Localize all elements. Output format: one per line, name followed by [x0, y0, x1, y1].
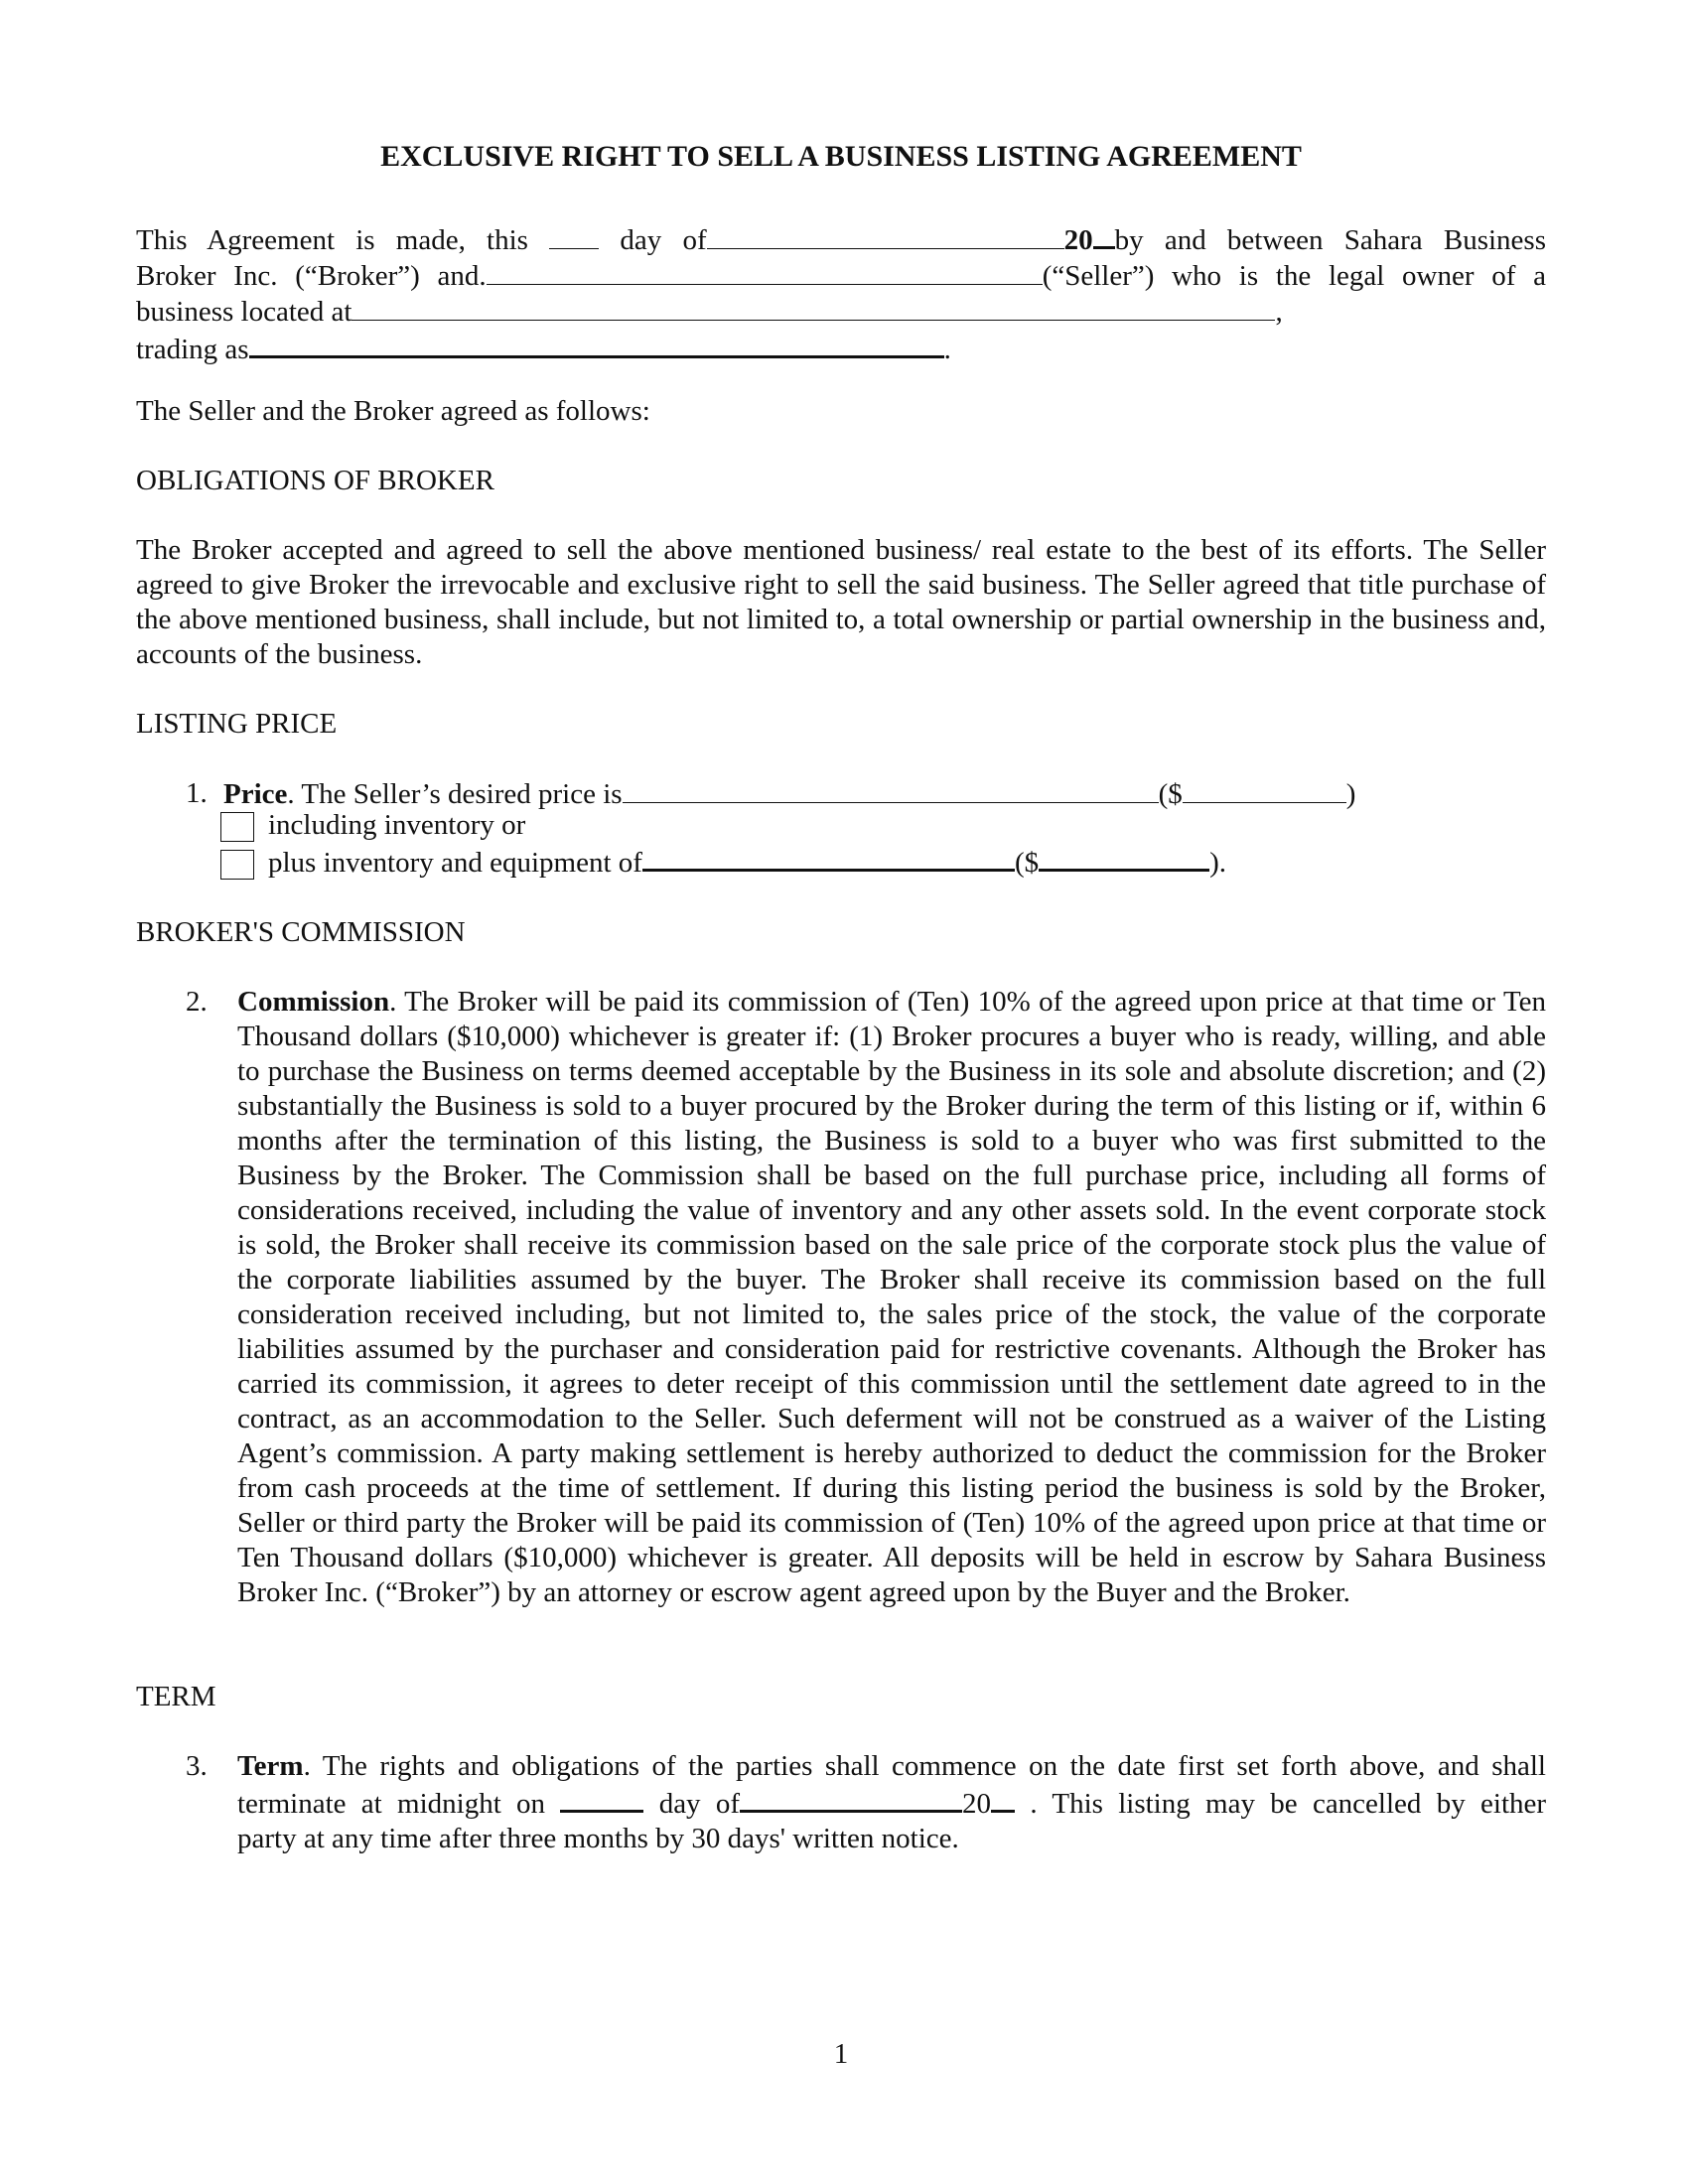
- price-text: ($: [1158, 778, 1183, 810]
- option-plus-inventory: [220, 843, 1226, 881]
- option-label: ).: [1209, 847, 1227, 879]
- listing-price-heading: LISTING PRICE: [136, 708, 338, 740]
- trading-as-blank[interactable]: [249, 330, 944, 358]
- commission-text: . The Broker will be paid its commission of (Ten) 10% of the agreed upon price at that time or Ten Thousand dollars ($10,000) whichever is greater if: (1) Broker procures a buyer who is ready, willing, and able to purchase the Business on terms deemed acceptable by the Business in its sole and absolute discretion; and (2) substantially the Business is sold to a buyer procured by the Broker during the term of this listing or if, within 6 months after the termination of this listing, the Business is sold to a buyer who was first submitted to the Business by the Broker. The Commission shall be based on the full purchase price, including all forms of considerations received, including the value of inventory and any other assets sold. In the event corporate stock is sold, the Broker shall receive its commission based on the sale price of the corporate stock plus the value of the corporate liabilities assumed by the buyer. The Broker shall receive its commission based on the full consideration received including, but not limited to, the sales price of the stock, the value of the corporate liabilities assumed by the purchaser and consideration paid for restrictive covenants. Although the Broker has carried its commission, it agrees to deter receipt of this commission until the settlement date agreed to in the contract, as an accommodation to the Seller. Such deferment will not be construed as a waiver of the Listing Agent’s commission. A party making settlement is hereby authorized to deduct the commission for the Broker from cash proceeds at the time of settlement. If during this listing period the business is sold by the Broker, Seller or third party the Broker will be paid its commission of (Ten) 10% of the agreed upon price at that time or Ten Thousand dollars ($10,000) whichever is greater. All deposits will be held in escrow by Sahara Business Broker Inc. (“Broker”) by an attorney or escrow agent agreed upon by the Buyer and the Broker.: [237, 986, 1546, 1608]
- commission-heading: BROKER'S COMMISSION: [136, 916, 466, 948]
- term-number: 3.: [186, 1750, 208, 1782]
- inventory-words-blank[interactable]: [642, 843, 1015, 872]
- year-blank[interactable]: [1093, 220, 1115, 249]
- price-text: ): [1345, 778, 1356, 810]
- price-line: [223, 776, 1355, 812]
- intro-text: (“Seller”) who is the legal owner of a: [1042, 260, 1547, 292]
- business-address-blank[interactable]: [352, 294, 1275, 321]
- intro-text: ,: [1275, 296, 1283, 328]
- intro-line-1: [136, 220, 1546, 258]
- intro-text: trading as: [136, 334, 249, 365]
- year-text: 20: [1063, 224, 1093, 256]
- term-day-blank[interactable]: [560, 1784, 643, 1813]
- inventory-amount-blank[interactable]: [1039, 843, 1209, 872]
- intro-line-2: [136, 258, 1546, 294]
- commission-number: 2.: [186, 986, 208, 1018]
- term-text: day of: [658, 1788, 741, 1820]
- price-amount-blank[interactable]: [1183, 776, 1346, 803]
- term-year-blank[interactable]: [991, 1784, 1015, 1813]
- price-label: Price: [223, 778, 288, 810]
- option-label: ($: [1014, 847, 1040, 879]
- term-label: Term: [237, 1750, 304, 1782]
- term-heading: TERM: [136, 1681, 216, 1712]
- term-text: terminate at midnight on: [237, 1788, 546, 1820]
- price-words-blank[interactable]: [623, 776, 1159, 803]
- intro-paragraph: [136, 220, 1546, 367]
- seller-name-blank[interactable]: [487, 258, 1043, 285]
- term-line-1: [237, 1749, 1546, 1784]
- plus-inventory-checkbox[interactable]: [220, 850, 254, 880]
- page-number: 1: [833, 2038, 849, 2070]
- obligations-heading: OBLIGATIONS OF BROKER: [136, 465, 494, 496]
- intro-line-4: [136, 330, 1546, 367]
- option-label: including inventory or: [268, 809, 526, 841]
- option-including-inventory: [220, 808, 525, 843]
- commission-paragraph: [237, 985, 1546, 1610]
- document-title: EXCLUSIVE RIGHT TO SELL A BUSINESS LISTING AGREEMENT: [380, 140, 1302, 173]
- intro-line-3: [136, 294, 1546, 330]
- term-text: . This listing may be cancelled by either: [1030, 1788, 1547, 1820]
- intro-text: This Agreement is made, this: [136, 224, 528, 256]
- including-inventory-checkbox[interactable]: [220, 812, 254, 842]
- term-month-blank[interactable]: [740, 1784, 962, 1813]
- term-year-text: 20: [962, 1788, 992, 1820]
- commission-label: Commission: [237, 986, 390, 1018]
- obligations-paragraph: The Broker accepted and agreed to sell the above mentioned business/ real estate to the best of its efforts. The Seller agreed to give Broker the irrevocable and exclusive right to sell the said business. The Seller agreed that title purchase of the above mentioned business, shall include, but not limited to, a total ownership or partial ownership in the business and, accounts of the business.: [136, 534, 1546, 670]
- term-paragraph: [237, 1749, 1546, 1856]
- intro-text: by and between Sahara Business: [1114, 224, 1546, 256]
- day-blank[interactable]: [549, 222, 599, 249]
- term-line-3: party at any time after three months by 30 days' written notice.: [237, 1823, 959, 1854]
- intro-text: day of: [620, 224, 707, 256]
- term-text: . The rights and obligations of the parties shall commence on the date first set forth above, and shall: [303, 1750, 1546, 1782]
- price-text: . The Seller’s desired price is: [287, 778, 623, 810]
- month-blank[interactable]: [707, 222, 1064, 249]
- option-label: plus inventory and equipment of: [268, 847, 642, 879]
- intro-text: business located at: [136, 296, 352, 328]
- intro-text: Broker Inc. (“Broker”) and.: [136, 260, 487, 292]
- price-number: 1.: [186, 777, 208, 809]
- intro-text: .: [943, 334, 951, 365]
- term-line-2: [237, 1784, 1546, 1822]
- agreed-statement: The Seller and the Broker agreed as follows:: [136, 395, 650, 427]
